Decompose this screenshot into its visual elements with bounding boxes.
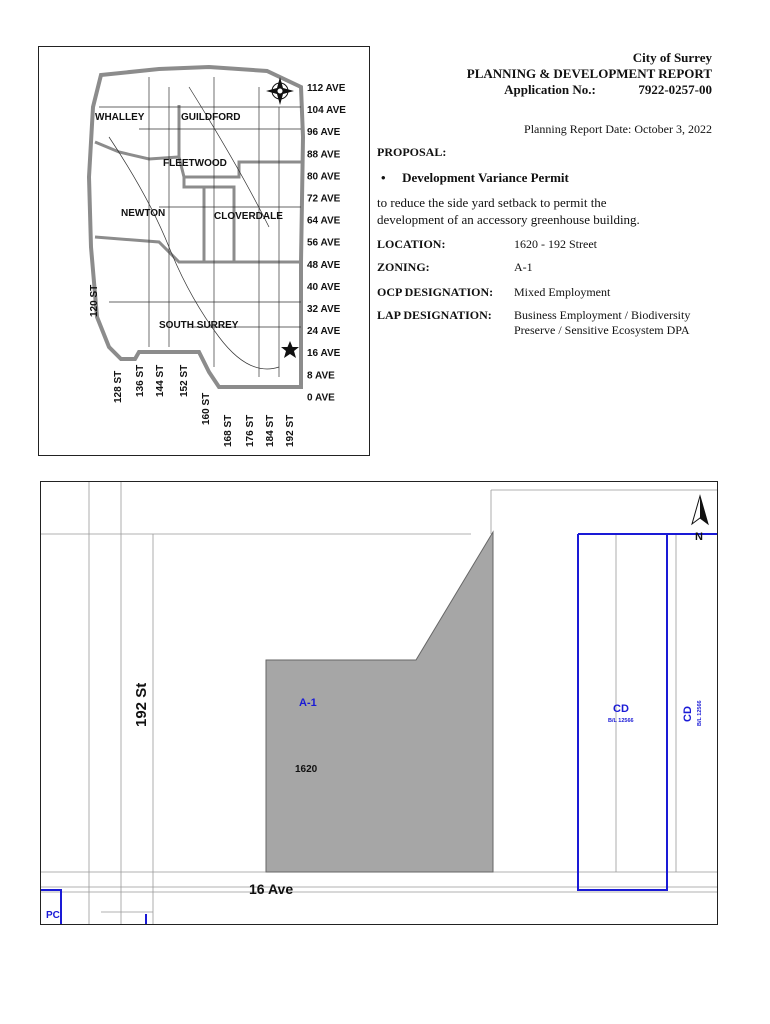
- district-label: FLEETWOOD: [163, 158, 227, 169]
- site-map-graphic: [41, 482, 718, 925]
- bullet-dot: •: [381, 170, 386, 185]
- zoning-value: A-1: [514, 260, 533, 274]
- street-label: 160 ST: [201, 392, 212, 425]
- street-label: 120 ST: [89, 284, 100, 317]
- header-city: City of Surrey: [632, 50, 712, 65]
- district-label: NEWTON: [121, 208, 166, 219]
- street-label: 168 ST: [223, 414, 234, 447]
- key-map: [38, 46, 370, 456]
- zoning-label: ZONING:: [377, 260, 430, 274]
- street-label: 184 ST: [265, 414, 276, 447]
- proposal-bullet: [381, 170, 569, 186]
- proposal-description-line2: development of an accessory greenhouse building.: [377, 212, 640, 227]
- location-value: 1620 - 192 Street: [514, 237, 597, 251]
- star-icon: [281, 341, 299, 358]
- location-label: LOCATION:: [377, 237, 446, 251]
- district-label: CLOVERDALE: [214, 211, 283, 222]
- district-label: SOUTH SURREY: [159, 320, 239, 331]
- avenue-label: 48 AVE: [307, 259, 341, 271]
- north-label: N: [695, 531, 703, 543]
- avenue-label: 72 AVE: [307, 193, 341, 205]
- avenue-label: 104 AVE: [307, 105, 346, 117]
- proposal-bullet-text: Development Variance Permit: [402, 170, 569, 185]
- proposal-label: PROPOSAL:: [377, 145, 447, 159]
- cd-zone-label-2: CD: [682, 706, 694, 722]
- avenue-label: 64 AVE: [307, 215, 341, 227]
- application-number: 7922-0257-00: [638, 82, 712, 97]
- avenue-label: 24 AVE: [307, 326, 341, 338]
- ocp-value: Mixed Employment: [514, 285, 611, 299]
- district-label: WHALLEY: [95, 112, 145, 123]
- header-application: [504, 82, 712, 98]
- lap-value-line2: Preserve / Sensitive Ecosystem DPA: [514, 323, 690, 337]
- north-arrow-icon: [692, 496, 708, 524]
- report-date: Planning Report Date: October 3, 2022: [524, 122, 712, 136]
- avenue-label: 8 AVE: [307, 370, 335, 382]
- street-label: 152 ST: [179, 364, 190, 397]
- district-boundary: [95, 237, 301, 262]
- site-map: [40, 481, 718, 925]
- site-address-label: 1620: [295, 764, 318, 775]
- lap-label: LAP DESIGNATION:: [377, 308, 492, 322]
- key-map-graphic: [39, 47, 371, 457]
- street-label: 136 ST: [135, 364, 146, 397]
- district-label: GUILDFORD: [181, 112, 241, 123]
- proposal-description-line1: to reduce the side yard setback to permit the: [377, 195, 607, 210]
- pc-zone-label: PC: [46, 910, 60, 921]
- avenue-label: 80 AVE: [307, 171, 341, 183]
- avenue-label: 40 AVE: [307, 281, 341, 293]
- avenue-label: 96 AVE: [307, 127, 341, 139]
- street-label: 144 ST: [155, 364, 166, 397]
- street-label: 192 ST: [285, 414, 296, 447]
- avenue-label: 56 AVE: [307, 237, 341, 249]
- avenue-label: 32 AVE: [307, 304, 341, 315]
- lap-value-line1: Business Employment / Biodiversity: [514, 308, 691, 322]
- street-label: 192 St: [133, 682, 150, 727]
- cd-bylaw-label-2: B/L 12566: [697, 700, 703, 726]
- avenue-label: 88 AVE: [307, 149, 341, 161]
- ocp-label: OCP DESIGNATION:: [377, 285, 494, 299]
- avenue-label: 16 AVE: [307, 348, 341, 360]
- cd-zone-label: CD: [613, 703, 629, 715]
- avenue-label: 0 AVE: [307, 392, 335, 404]
- avenue-label: 16 Ave: [249, 881, 294, 897]
- application-label: Application No.:: [504, 82, 596, 97]
- street-label: 176 ST: [245, 414, 256, 447]
- avenue-label: 112 AVE: [307, 83, 346, 94]
- street-label: 128 ST: [113, 370, 124, 403]
- site-zone-label: A-1: [299, 697, 317, 709]
- cd-bylaw-label: B/L 12566: [608, 718, 634, 724]
- header-report-type: PLANNING & DEVELOPMENT REPORT: [466, 66, 712, 81]
